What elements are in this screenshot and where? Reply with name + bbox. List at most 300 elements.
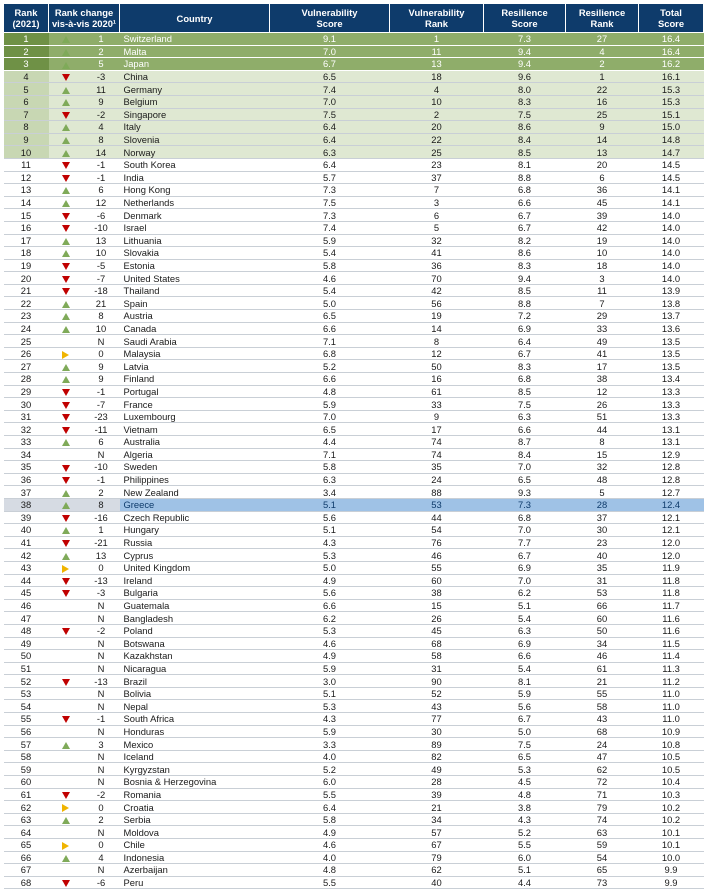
vulnerability-rank-cell: 58 [390, 650, 484, 663]
total-score-cell: 11.4 [639, 650, 704, 663]
rank-change-cell: -1 [83, 385, 120, 398]
rank-change-cell: 8 [83, 498, 120, 511]
trend-cell [49, 612, 83, 625]
table-row [4, 599, 704, 612]
vulnerability-rank-cell: 55 [390, 561, 484, 574]
rank-cell: 47 [4, 612, 49, 625]
vulnerability-rank-cell: 14 [390, 322, 484, 335]
total-score-cell: 16.2 [639, 58, 704, 71]
rank-change-cell: 6 [83, 436, 120, 449]
rank-cell: 66 [4, 851, 49, 864]
rank-change-cell: N [83, 599, 120, 612]
resilience-rank-cell: 33 [566, 322, 639, 335]
total-score-cell: 13.6 [639, 322, 704, 335]
vulnerability-rank-cell: 19 [390, 310, 484, 323]
rank-cell: 50 [4, 650, 49, 663]
rank-cell: 60 [4, 776, 49, 789]
triangle-up-icon [62, 150, 70, 157]
table-row [4, 347, 704, 360]
triangle-down-icon [62, 515, 70, 522]
vulnerability-score-cell: 6.6 [270, 322, 390, 335]
rank-cell: 52 [4, 675, 49, 688]
country-cell: Philippines [120, 473, 270, 486]
total-score-cell: 13.3 [639, 398, 704, 411]
country-cell: Norway [120, 146, 270, 159]
country-cell: Poland [120, 624, 270, 637]
total-score-cell: 15.1 [639, 108, 704, 121]
vulnerability-score-cell: 7.1 [270, 335, 390, 348]
resilience-rank-cell: 1 [566, 70, 639, 83]
rank-cell: 49 [4, 637, 49, 650]
header-rank-change [49, 4, 120, 33]
total-score-cell: 16.4 [639, 33, 704, 46]
vulnerability-rank-cell: 12 [390, 347, 484, 360]
resilience-score-cell: 8.6 [484, 247, 566, 260]
rank-change-cell: -21 [83, 536, 120, 549]
trend-cell [49, 561, 83, 574]
total-score-cell: 14.8 [639, 133, 704, 146]
total-score-cell: 14.0 [639, 272, 704, 285]
trend-cell [49, 687, 83, 700]
country-cell: Hong Kong [120, 184, 270, 197]
trend-cell [49, 851, 83, 864]
resilience-rank-cell: 46 [566, 650, 639, 663]
resilience-rank-cell: 61 [566, 662, 639, 675]
rank-change-cell: 9 [83, 373, 120, 386]
rank-change-cell: 0 [83, 347, 120, 360]
vulnerability-rank-cell: 57 [390, 826, 484, 839]
resilience-score-cell: 6.7 [484, 347, 566, 360]
rank-change-cell: 6 [83, 184, 120, 197]
total-score-cell: 13.5 [639, 360, 704, 373]
vulnerability-rank-cell: 9 [390, 410, 484, 423]
trend-cell [49, 196, 83, 209]
rank-change-cell: 13 [83, 234, 120, 247]
resilience-score-cell: 5.6 [484, 700, 566, 713]
trend-cell [49, 45, 83, 58]
total-score-cell: 12.8 [639, 473, 704, 486]
country-cell: Nepal [120, 700, 270, 713]
rank-change-cell: -6 [83, 209, 120, 222]
vulnerability-rank-cell: 26 [390, 612, 484, 625]
country-cell: Austria [120, 310, 270, 323]
country-cell: China [120, 70, 270, 83]
table-row [4, 750, 704, 763]
vulnerability-score-cell: 7.3 [270, 209, 390, 222]
vulnerability-rank-cell: 34 [390, 813, 484, 826]
trend-cell [49, 599, 83, 612]
table-row [4, 259, 704, 272]
vulnerability-rank-cell: 70 [390, 272, 484, 285]
table-row [4, 234, 704, 247]
table-row [4, 776, 704, 789]
resilience-score-cell: 7.0 [484, 461, 566, 474]
resilience-rank-cell: 63 [566, 826, 639, 839]
vulnerability-rank-cell: 7 [390, 184, 484, 197]
table-row [4, 58, 704, 71]
resilience-rank-cell: 68 [566, 725, 639, 738]
total-score-cell: 10.2 [639, 801, 704, 814]
resilience-score-cell: 7.0 [484, 524, 566, 537]
triangle-up-icon [62, 817, 70, 824]
total-score-cell: 9.9 [639, 876, 704, 889]
resilience-score-cell: 5.5 [484, 839, 566, 852]
triangle-down-icon [62, 263, 70, 270]
trend-cell [49, 436, 83, 449]
rank-cell: 31 [4, 410, 49, 423]
resilience-rank-cell: 19 [566, 234, 639, 247]
rank-cell: 54 [4, 700, 49, 713]
vulnerability-score-cell: 5.6 [270, 587, 390, 600]
rank-change-cell: 21 [83, 297, 120, 310]
country-cell: Singapore [120, 108, 270, 121]
country-cell: Serbia [120, 813, 270, 826]
country-cell: Botswana [120, 637, 270, 650]
triangle-down-icon [62, 679, 70, 686]
rank-cell: 63 [4, 813, 49, 826]
country-cell: Czech Republic [120, 511, 270, 524]
trend-cell [49, 95, 83, 108]
rank-change-cell: -2 [83, 788, 120, 801]
country-cell: Romania [120, 788, 270, 801]
triangle-down-icon [62, 276, 70, 283]
vulnerability-rank-cell: 79 [390, 851, 484, 864]
country-cell: Hungary [120, 524, 270, 537]
total-score-cell: 12.4 [639, 498, 704, 511]
total-score-cell: 13.4 [639, 373, 704, 386]
rank-cell: 2 [4, 45, 49, 58]
rank-cell: 8 [4, 121, 49, 134]
resilience-rank-cell: 30 [566, 524, 639, 537]
vulnerability-rank-cell: 38 [390, 587, 484, 600]
country-cell: Mexico [120, 738, 270, 751]
rank-cell: 61 [4, 788, 49, 801]
trend-cell [49, 108, 83, 121]
rank-cell: 55 [4, 713, 49, 726]
rank-cell: 34 [4, 448, 49, 461]
vulnerability-rank-cell: 53 [390, 498, 484, 511]
vulnerability-score-cell: 5.5 [270, 788, 390, 801]
rank-cell: 40 [4, 524, 49, 537]
rank-change-cell: 1 [83, 524, 120, 537]
trend-cell [49, 158, 83, 171]
vulnerability-rank-cell: 8 [390, 335, 484, 348]
total-score-cell: 12.1 [639, 511, 704, 524]
country-cell: Azerbaijan [120, 864, 270, 877]
table-row [4, 221, 704, 234]
resilience-score-cell: 9.4 [484, 272, 566, 285]
country-cell: Latvia [120, 360, 270, 373]
trend-cell [49, 373, 83, 386]
resilience-score-cell: 9.4 [484, 58, 566, 71]
vulnerability-rank-cell: 90 [390, 675, 484, 688]
vulnerability-rank-cell: 77 [390, 713, 484, 726]
total-score-cell: 14.0 [639, 221, 704, 234]
resilience-score-cell: 8.1 [484, 158, 566, 171]
table-row [4, 524, 704, 537]
country-cell: Luxembourg [120, 410, 270, 423]
vulnerability-score-cell: 6.2 [270, 612, 390, 625]
vulnerability-rank-cell: 10 [390, 95, 484, 108]
trend-cell [49, 511, 83, 524]
vulnerability-rank-cell: 4 [390, 83, 484, 96]
rank-change-cell: N [83, 763, 120, 776]
country-cell: South Africa [120, 713, 270, 726]
total-score-cell: 10.9 [639, 725, 704, 738]
vulnerability-score-cell: 7.0 [270, 410, 390, 423]
trend-cell [49, 763, 83, 776]
table-row [4, 436, 704, 449]
table-row [4, 373, 704, 386]
total-score-cell: 10.8 [639, 738, 704, 751]
vulnerability-rank-cell: 56 [390, 297, 484, 310]
rank-cell: 26 [4, 347, 49, 360]
resilience-score-cell: 8.3 [484, 95, 566, 108]
triangle-down-icon [62, 427, 70, 434]
rank-cell: 45 [4, 587, 49, 600]
resilience-score-cell: 6.9 [484, 637, 566, 650]
rank-cell: 28 [4, 373, 49, 386]
table-row [4, 612, 704, 625]
resilience-rank-cell: 13 [566, 146, 639, 159]
rank-change-cell: N [83, 650, 120, 663]
resilience-rank-cell: 39 [566, 209, 639, 222]
vulnerability-score-cell: 6.4 [270, 158, 390, 171]
resilience-score-cell: 6.7 [484, 549, 566, 562]
table-row [4, 196, 704, 209]
country-cell: Moldova [120, 826, 270, 839]
trend-cell [49, 486, 83, 499]
rank-change-cell: 10 [83, 322, 120, 335]
resilience-rank-cell: 37 [566, 511, 639, 524]
header-rank-label: Rank (2021) [12, 7, 40, 29]
vulnerability-score-cell: 5.3 [270, 624, 390, 637]
country-cell: Bolivia [120, 687, 270, 700]
rank-change-cell: 0 [83, 801, 120, 814]
resilience-rank-cell: 35 [566, 561, 639, 574]
total-score-cell: 10.1 [639, 839, 704, 852]
table-row [4, 624, 704, 637]
trend-cell [49, 473, 83, 486]
resilience-score-cell: 5.0 [484, 725, 566, 738]
vulnerability-rank-cell: 37 [390, 171, 484, 184]
resilience-score-cell: 6.9 [484, 322, 566, 335]
vulnerability-score-cell: 6.3 [270, 473, 390, 486]
triangle-down-icon [62, 414, 70, 421]
resilience-rank-cell: 50 [566, 624, 639, 637]
triangle-up-icon [62, 855, 70, 862]
trend-cell [49, 410, 83, 423]
country-cell: Guatemala [120, 599, 270, 612]
vulnerability-rank-cell: 5 [390, 221, 484, 234]
rank-change-cell: -10 [83, 221, 120, 234]
trend-cell [49, 864, 83, 877]
resilience-score-cell: 7.0 [484, 574, 566, 587]
resilience-rank-cell: 40 [566, 549, 639, 562]
rank-cell: 3 [4, 58, 49, 71]
rank-cell: 19 [4, 259, 49, 272]
trend-cell [49, 347, 83, 360]
country-cell: Estonia [120, 259, 270, 272]
table-row [4, 637, 704, 650]
rank-cell: 1 [4, 33, 49, 46]
resilience-rank-cell: 71 [566, 788, 639, 801]
rank-cell: 64 [4, 826, 49, 839]
vulnerability-score-cell: 5.9 [270, 662, 390, 675]
country-cell: United Kingdom [120, 561, 270, 574]
rank-change-cell: 0 [83, 839, 120, 852]
resilience-score-cell: 7.5 [484, 738, 566, 751]
rank-cell: 57 [4, 738, 49, 751]
rank-change-cell: 9 [83, 95, 120, 108]
header-country [120, 4, 270, 33]
rank-change-cell: -2 [83, 624, 120, 637]
resilience-rank-cell: 32 [566, 461, 639, 474]
resilience-rank-cell: 9 [566, 121, 639, 134]
vulnerability-rank-cell: 43 [390, 700, 484, 713]
country-cell: Lithuania [120, 234, 270, 247]
table-row [4, 461, 704, 474]
table-row [4, 272, 704, 285]
resilience-score-cell: 8.3 [484, 259, 566, 272]
total-score-cell: 11.2 [639, 675, 704, 688]
total-score-cell: 16.4 [639, 45, 704, 58]
rank-cell: 14 [4, 196, 49, 209]
resilience-rank-cell: 2 [566, 58, 639, 71]
vulnerability-rank-cell: 18 [390, 70, 484, 83]
total-score-cell: 10.4 [639, 776, 704, 789]
triangle-down-icon [62, 402, 70, 409]
total-score-cell: 13.3 [639, 410, 704, 423]
rank-change-cell: N [83, 826, 120, 839]
resilience-score-cell: 6.9 [484, 561, 566, 574]
total-score-cell: 9.9 [639, 864, 704, 877]
rank-cell: 44 [4, 574, 49, 587]
table-row [4, 108, 704, 121]
triangle-up-icon [62, 187, 70, 194]
country-cell: Denmark [120, 209, 270, 222]
trend-cell [49, 675, 83, 688]
rank-cell: 43 [4, 561, 49, 574]
vulnerability-score-cell: 5.4 [270, 247, 390, 260]
vulnerability-rank-cell: 24 [390, 473, 484, 486]
vulnerability-score-cell: 5.6 [270, 511, 390, 524]
rank-cell: 53 [4, 687, 49, 700]
vulnerability-rank-cell: 44 [390, 511, 484, 524]
trend-cell [49, 524, 83, 537]
trend-cell [49, 70, 83, 83]
rank-cell: 51 [4, 662, 49, 675]
triangle-up-icon [62, 238, 70, 245]
trend-cell [49, 498, 83, 511]
trend-cell [49, 310, 83, 323]
vulnerability-score-cell: 4.3 [270, 713, 390, 726]
table-row [4, 310, 704, 323]
table-row [4, 423, 704, 436]
resilience-rank-cell: 51 [566, 410, 639, 423]
rank-cell: 21 [4, 284, 49, 297]
total-score-cell: 12.8 [639, 461, 704, 474]
total-score-cell: 10.3 [639, 788, 704, 801]
resilience-score-cell: 8.6 [484, 121, 566, 134]
table-row [4, 33, 704, 46]
total-score-cell: 13.5 [639, 347, 704, 360]
country-cell: Canada [120, 322, 270, 335]
country-cell: Kyrgyzstan [120, 763, 270, 776]
resilience-score-cell: 8.1 [484, 675, 566, 688]
country-cell: Malaysia [120, 347, 270, 360]
trend-cell [49, 272, 83, 285]
triangle-up-icon [62, 313, 70, 320]
vulnerability-rank-cell: 2 [390, 108, 484, 121]
vulnerability-score-cell: 5.0 [270, 561, 390, 574]
table-row [4, 448, 704, 461]
vulnerability-score-cell: 6.4 [270, 801, 390, 814]
table-row [4, 486, 704, 499]
rank-change-cell: N [83, 662, 120, 675]
vulnerability-rank-cell: 61 [390, 385, 484, 398]
vulnerability-score-cell: 7.3 [270, 184, 390, 197]
triangle-up-icon [62, 137, 70, 144]
vulnerability-rank-cell: 17 [390, 423, 484, 436]
table-row [4, 45, 704, 58]
ranking-table [3, 3, 704, 889]
resilience-rank-cell: 14 [566, 133, 639, 146]
country-cell: Iceland [120, 750, 270, 763]
rank-change-cell: 8 [83, 133, 120, 146]
resilience-score-cell: 5.3 [484, 763, 566, 776]
vulnerability-rank-cell: 23 [390, 158, 484, 171]
country-cell: Malta [120, 45, 270, 58]
triangle-right-icon [62, 842, 69, 850]
rank-change-cell: 9 [83, 360, 120, 373]
country-cell: Bulgaria [120, 587, 270, 600]
resilience-rank-cell: 24 [566, 738, 639, 751]
rank-cell: 41 [4, 536, 49, 549]
header-total-score [639, 4, 704, 33]
triangle-right-icon [62, 351, 69, 359]
triangle-down-icon [62, 540, 70, 547]
rank-cell: 23 [4, 310, 49, 323]
vulnerability-score-cell: 5.1 [270, 498, 390, 511]
rank-change-cell: 13 [83, 549, 120, 562]
vulnerability-score-cell: 5.2 [270, 763, 390, 776]
resilience-score-cell: 6.6 [484, 650, 566, 663]
rank-change-cell: -1 [83, 171, 120, 184]
total-score-cell: 14.0 [639, 247, 704, 260]
triangle-up-icon [62, 326, 70, 333]
triangle-up-icon [62, 553, 70, 560]
resilience-score-cell: 8.7 [484, 436, 566, 449]
resilience-rank-cell: 73 [566, 876, 639, 889]
vulnerability-score-cell: 4.0 [270, 851, 390, 864]
resilience-rank-cell: 79 [566, 801, 639, 814]
header-resilience-rank-label: Resilience Rank [578, 7, 626, 29]
country-cell: Kazakhstan [120, 650, 270, 663]
table-row [4, 561, 704, 574]
vulnerability-rank-cell: 42 [390, 284, 484, 297]
total-score-cell: 14.7 [639, 146, 704, 159]
resilience-score-cell: 5.1 [484, 864, 566, 877]
triangle-down-icon [62, 288, 70, 295]
trend-cell [49, 385, 83, 398]
country-cell: Switzerland [120, 33, 270, 46]
vulnerability-rank-cell: 67 [390, 839, 484, 852]
country-cell: Greece [120, 498, 270, 511]
table-row [4, 70, 704, 83]
total-score-cell: 13.8 [639, 297, 704, 310]
table-row [4, 826, 704, 839]
